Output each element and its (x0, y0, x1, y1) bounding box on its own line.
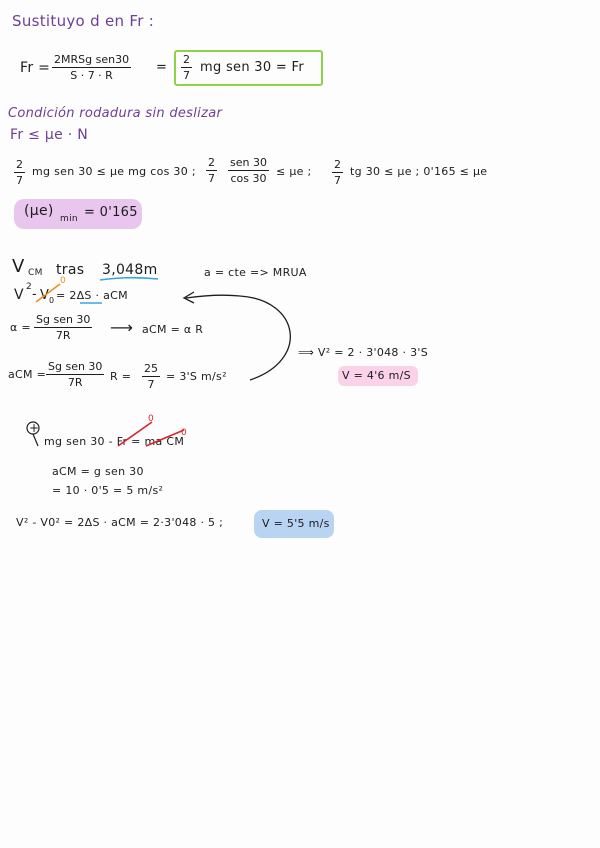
fraction-denominator: 7 (16, 174, 23, 187)
acm-r: R = (110, 370, 132, 383)
alpha-rhs: aCM = α R (142, 323, 204, 336)
case2-zero-a: 0 (148, 414, 155, 424)
mu-min-open: (μe) (24, 203, 54, 219)
vcm-symbol: V (12, 256, 25, 277)
fraction-denominator: 7 (208, 172, 215, 185)
fraction-denominator: 7 (147, 378, 155, 391)
vcm-subscript: CM (28, 268, 43, 278)
line3-part-3: tg 30 ≤ μe ; 0'165 ≤ μe (350, 165, 488, 178)
plus-circle (27, 422, 39, 434)
kin-v-sup: 2 (26, 282, 33, 292)
alpha-arrow: ⟶ (110, 318, 134, 337)
fraction-numerator: 2 (16, 158, 23, 171)
fraction-numerator: 2 (334, 158, 341, 171)
curve-arrow (186, 295, 290, 380)
case2-zero-b: 0 (181, 428, 188, 438)
page-heading: Sustituyo d en Fr : (12, 12, 155, 30)
condition-inequality: Fr ≤ μe · N (10, 127, 89, 143)
mu-min-subscript: min (60, 214, 78, 224)
vcm-tras: tras (56, 262, 85, 278)
eq1-lhs: Fr = (20, 60, 51, 76)
v0-arrow (36, 284, 60, 302)
fraction-numerator: 2 (208, 156, 215, 169)
case2-equation: mg sen 30 - Fr = ma CM (44, 435, 185, 448)
mrua-note: a = cte => MRUA (204, 266, 307, 279)
case2-plus-icon: + (29, 421, 40, 435)
strike-ma (146, 430, 184, 446)
case2-arrow (33, 434, 38, 446)
strike-fr (118, 422, 152, 446)
alpha-lhs: α = (10, 321, 31, 334)
kin-v0-sub: 0 (49, 296, 55, 305)
kin-v: V (14, 287, 24, 303)
case2-calc: = 10 · 0'5 = 5 m/s² (52, 484, 164, 497)
case2-acm: aCM = g sen 30 (52, 465, 144, 478)
vcm-distance: 3,048m (102, 262, 158, 278)
line3-part-1: mg sen 30 ≤ μe mg cos 30 ; (32, 165, 196, 178)
eq1-equals: = (156, 60, 168, 75)
line3-part-2: ≤ μe ; (276, 165, 312, 178)
eq1-box-rest: mg sen 30 = Fr (200, 60, 304, 75)
fraction-denominator: 7R (55, 329, 71, 342)
kin-minus: - (32, 287, 37, 302)
fraction-denominator: 7 (334, 174, 341, 187)
kin-rest: = 2ΔS · aCM (56, 289, 128, 302)
acm-lhs: aCM = (8, 368, 47, 381)
condition-title: Condición rodadura sin deslizar (8, 106, 223, 121)
fraction-numerator: 2 (183, 53, 190, 66)
case2-final: V² - V0² = 2ΔS · aCM = 2·3'048 · 5 ; (16, 516, 224, 529)
fraction-numerator: 2MRSg sen30 (54, 53, 130, 66)
fraction-numerator: Sg sen 30 (36, 313, 91, 326)
dist-underline (100, 278, 158, 280)
mu-min-value: = 0'165 (84, 205, 138, 220)
result-line-2: V = 4'6 m/S (342, 369, 411, 382)
acm-rest: = 3'S m/s² (166, 370, 227, 383)
fraction-denominator: S · 7 · R (70, 69, 113, 82)
kin-zero: 0 (60, 276, 67, 286)
fraction-denominator: cos 30 (230, 172, 267, 185)
kin-v0: V (40, 288, 50, 303)
result-line-1: ⟹ V² = 2 · 3'048 · 3'S (298, 346, 429, 359)
fraction-denominator: 7 (183, 69, 190, 82)
fraction-denominator: 7R (67, 376, 83, 389)
case2-answer: V = 5'5 m/s (262, 517, 330, 530)
fraction-numerator: sen 30 (230, 156, 267, 169)
fraction-numerator: Sg sen 30 (48, 360, 103, 373)
fraction-numerator: 25 (144, 362, 158, 375)
